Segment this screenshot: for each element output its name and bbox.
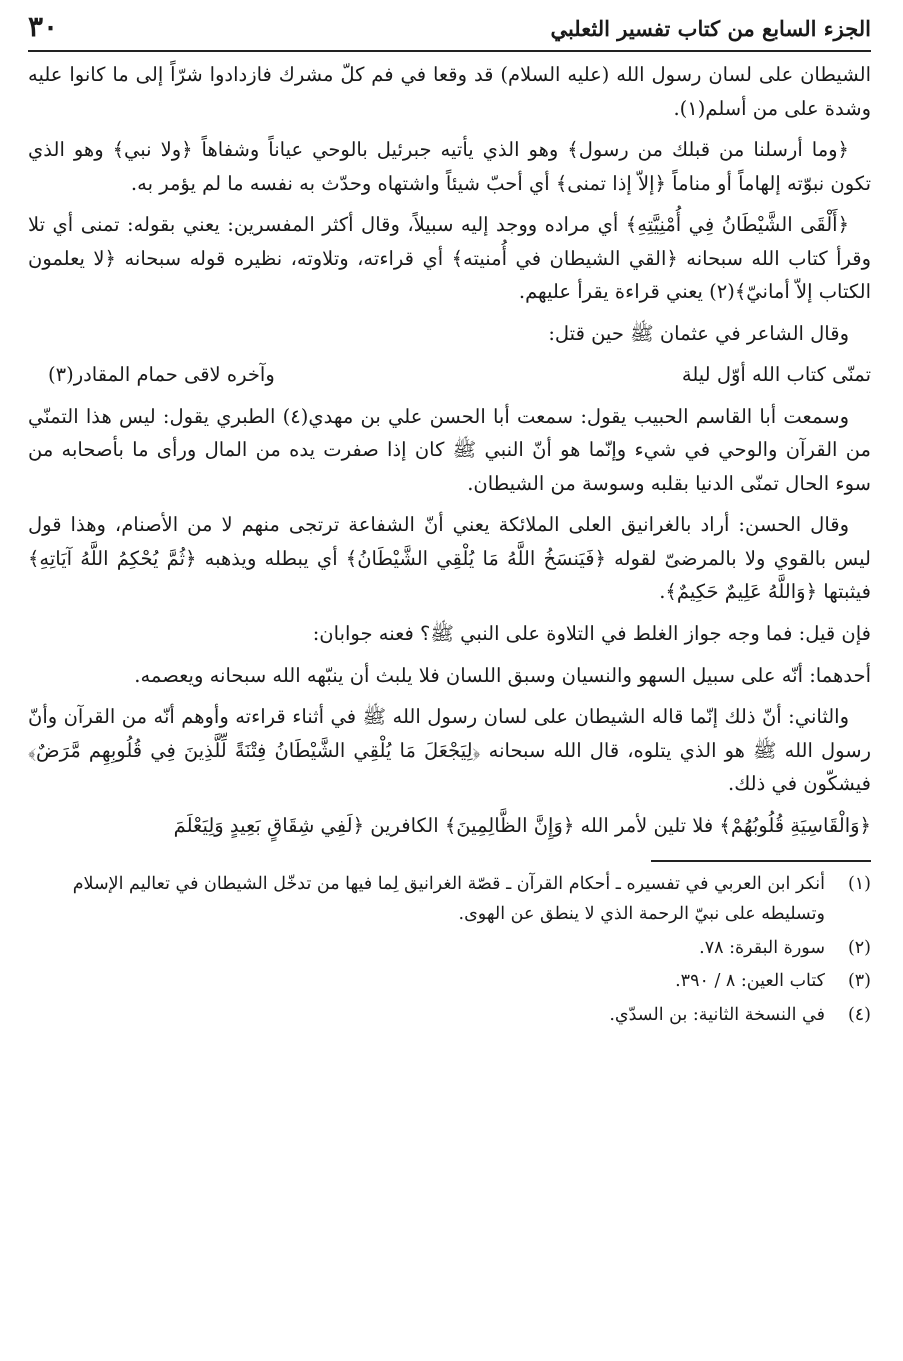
verse-first-hemistich: تمنّى كتاب الله أوّل ليلة bbox=[681, 363, 871, 387]
paragraph: ﴿أَلْقَى الشَّيْطَانُ فِي أُمْنِيَّتِهِ﴾ أي مراده ووجد إليه سبيلاً، وقال أكثر المفسرين: يعني بقوله: تمنى أي تلا وقرأ كتاب الله سبحانه ﴿القي الشيطان في أُمنيته﴾ أي قراءته، وتلاوته، نظيره قوله سبحانه ﴿لا يعلمون الكتاب إلاّ أمانيّ﴾(٢) يعني قراءة يقرأ عليهم. bbox=[28, 213, 871, 304]
page-header bbox=[28, 10, 871, 52]
footnote bbox=[28, 967, 871, 997]
footnote-number: (١) bbox=[847, 874, 871, 895]
footnotes bbox=[28, 870, 871, 1031]
footnote-text: في النسخة الثانية: بن السدّي. bbox=[609, 1005, 825, 1026]
paragraph: ﴿وما أرسلنا من قبلك من رسول﴾ وهو الذي يأتيه جبرئيل بالوحي عياناً وشفاهاً ﴿ولا نبي﴾ وهو الذي تكون نبوّته إلهاماً أو مناماً ﴿إلاّ إذا تمنى﴾ أي أحبّ شيئاً واشتهاه وحدّث به نفسه ما لم يؤمر به. bbox=[28, 138, 871, 195]
footnote-number: (٤) bbox=[847, 1005, 871, 1026]
paragraph: وسمعت أبا القاسم الحبيب يقول: سمعت أبا الحسن علي بن مهدي(٤) الطبري يقول: ليس هذا التمنّي من القرآن والوحي في شيء وإنّما هو أنّ النبي ﷺ كان إذا صفرت يده من المال ورأى ما بأصحابه من سوء الحال تمنّى الدنيا بقلبه وسوسة من الشيطان. bbox=[28, 404, 871, 495]
footnote-number: (٣) bbox=[847, 971, 871, 992]
footnote bbox=[28, 870, 871, 930]
paragraph: الشيطان على لسان رسول الله (عليه السلام) قد وقعا في فم كلّ مشرك فازدادوا شرّاً إلى ما كانوا عليه وشدة على من أسلم(١). bbox=[28, 63, 871, 120]
footnote bbox=[28, 1001, 871, 1031]
footnote-text: سورة البقرة: ٧٨. bbox=[699, 937, 825, 958]
paragraph: والثاني: أنّ ذلك إنّما قاله الشيطان على لسان رسول الله ﷺ في أثناء قراءته وأوهم أنّه من القرآن وأنّ رسول الله ﷺ هو الذي يتلوه، قال الله سبحانه ﴿لِيَجْعَلَ مَا يُلْقِي الشَّيْطَانُ فِتْنَةً لِّلَّذِينَ فِي قُلُوبِهِم مَّرَضٌ﴾ فيشكّون في ذلك. bbox=[28, 705, 871, 796]
footnote bbox=[28, 934, 871, 964]
main-text bbox=[28, 58, 871, 842]
paragraph: وقال الحسن: أراد بالغرانيق العلى الملائكة يعني أنّ الشفاعة ترتجى منهم لا من الأصنام، وهذا قول ليس بالقوي ولا بالمرضىّ لقوله ﴿فَيَنسَخُ اللَّهُ مَا يُلْقِي الشَّيْطَانُ﴾ أي يبطله ويذهبه ﴿ثُمَّ يُحْكِمُ اللَّهُ آيَاتِهِ﴾ فيثبتها ﴿وَاللَّهُ عَلِيمٌ حَكِيمٌ﴾. bbox=[28, 513, 871, 604]
paragraph: فإن قيل: فما وجه جواز الغلط في التلاوة على النبي ﷺ؟ فعنه جوابان: bbox=[312, 621, 871, 645]
paragraph: وقال الشاعر في عثمان ﷺ حين قتل: bbox=[548, 321, 849, 345]
footnote-text: أنكر ابن العربي في تفسيره ـ أحكام القرآن ـ قصّة الغرانيق لِما فيها من تدخّل الشيطان في تعاليم الإسلام وتسليطه على نبيّ الرحمة الذي لا ينطق عن الهوى. bbox=[72, 874, 825, 924]
poetry-verse bbox=[28, 358, 871, 392]
page-number: ٣٠ bbox=[28, 10, 59, 43]
paragraph: أحدهما: أنّه على سبيل السهو والنسيان وسبق اللسان فلا يلبث أن ينبّهه الله سبحانه ويعصمه. bbox=[134, 663, 871, 687]
paragraph: ﴿وَالْقَاسِيَةِ قُلُوبُهُمْ﴾ فلا تلين لأمر الله ﴿وَإِنَّ الظَّالِمِينَ﴾ الكافرين ﴿لَفِي شِقَاقٍ بَعِيدٍ وَلِيَعْلَمَ bbox=[173, 813, 871, 837]
footnote-separator bbox=[651, 860, 871, 862]
footnote-text: كتاب العين: ٨ / ٣٩٠. bbox=[675, 971, 825, 992]
running-title: الجزء السابع من كتاب تفسير الثعلبي bbox=[550, 16, 871, 41]
footnote-number: (٢) bbox=[847, 937, 871, 958]
verse-second-hemistich: وآخره لاقى حمام المقادر(٣) bbox=[48, 363, 275, 387]
